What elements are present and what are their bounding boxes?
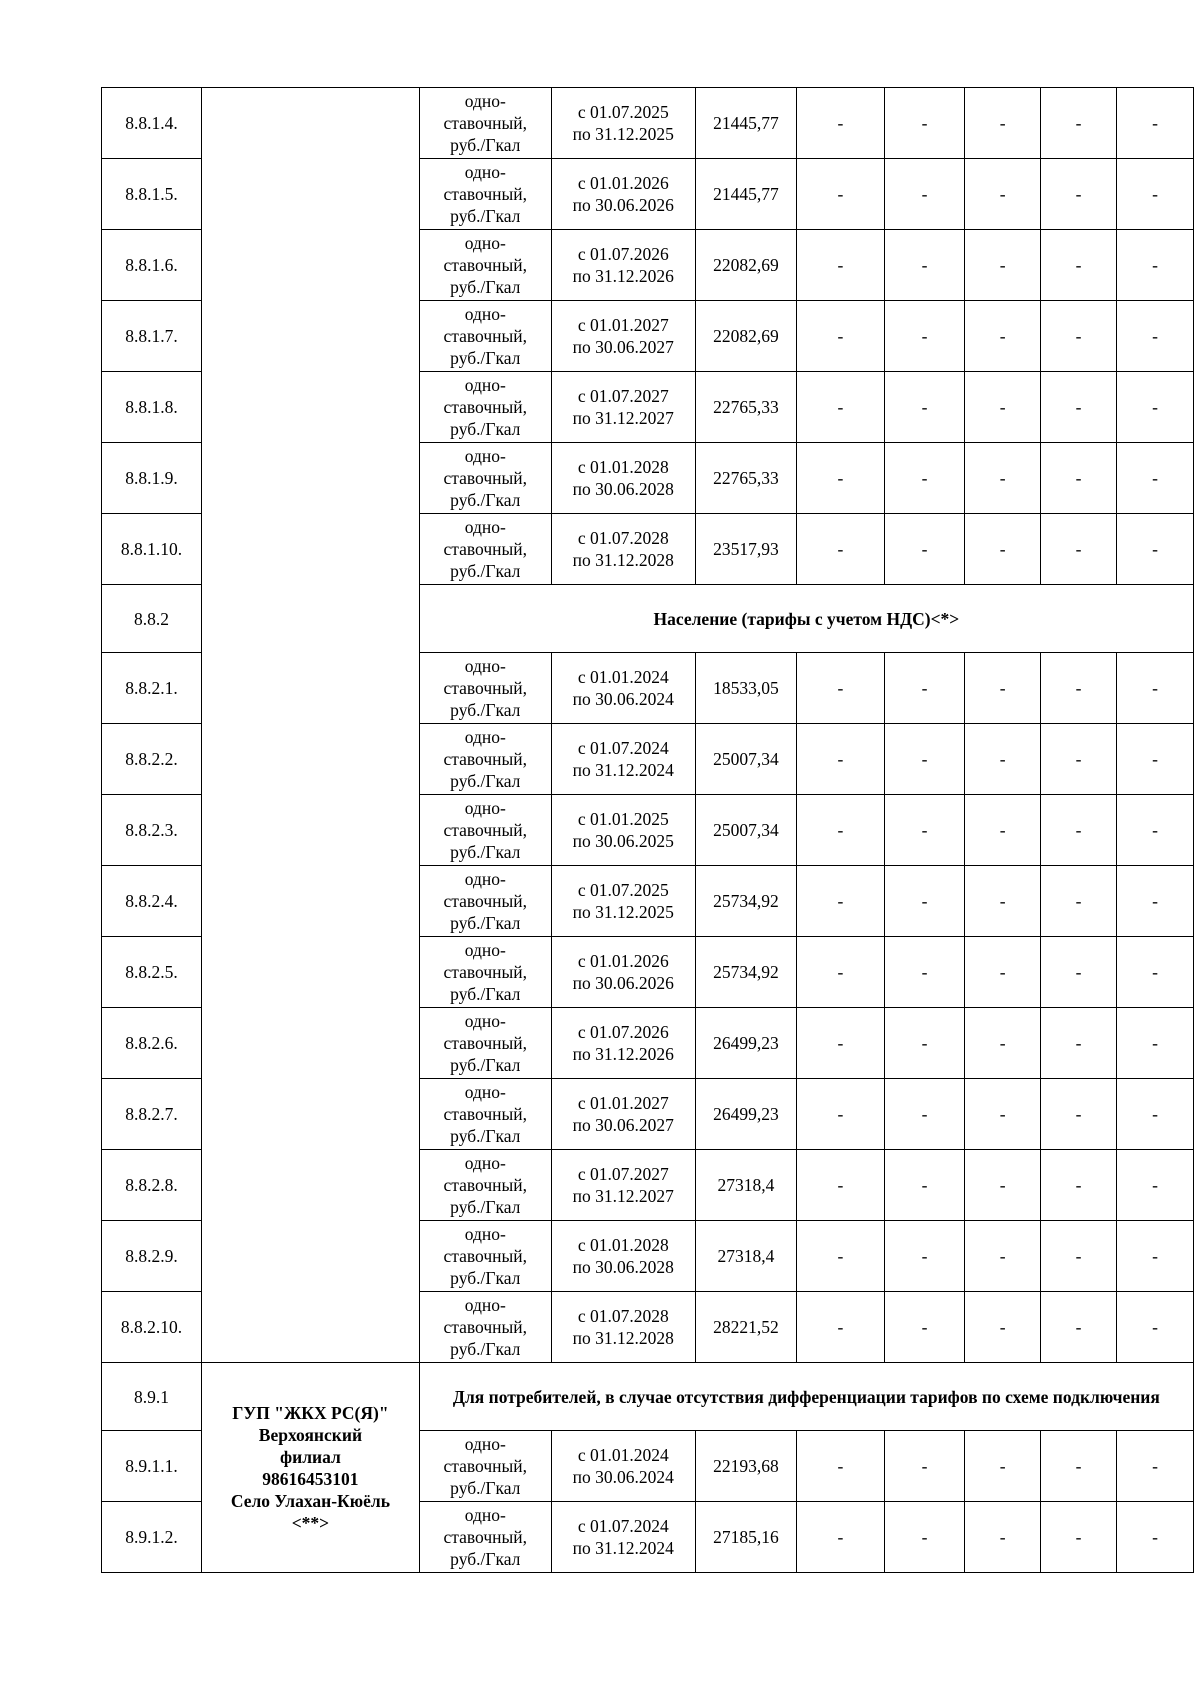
empty-value-cell: -: [965, 1292, 1041, 1363]
empty-value-cell: -: [965, 1150, 1041, 1221]
row-number: 8.8.2.4.: [102, 866, 202, 937]
empty-value-cell: -: [965, 1431, 1041, 1502]
section-header-row: [102, 1363, 1194, 1431]
empty-value-cell: -: [965, 653, 1041, 724]
tariff-period: [551, 230, 695, 301]
empty-value-cell: -: [884, 937, 964, 1008]
row-number: 8.8.1.10.: [102, 514, 202, 585]
tariff-period-line: по 31.12.2024: [572, 1538, 674, 1558]
tariff-type: [419, 1079, 551, 1150]
empty-value-cell: -: [796, 230, 884, 301]
tariff-type-line: ставочный,: [443, 326, 528, 346]
tariff-type: [419, 372, 551, 443]
tariff-type-line: одно-: [464, 656, 506, 676]
tariff-period: [551, 1221, 695, 1292]
tariff-type-line: одно-: [464, 1082, 506, 1102]
tariff-type-line: руб./Гкал: [450, 206, 521, 226]
tariff-type-line: руб./Гкал: [450, 1339, 521, 1359]
section-title: Население (тарифы с учетом НДС)<*>: [419, 585, 1193, 653]
tariff-period-line: с 01.07.2028: [577, 1306, 669, 1326]
empty-value-cell: -: [1116, 443, 1193, 514]
empty-value-cell: -: [965, 514, 1041, 585]
row-number: 8.8.1.4.: [102, 88, 202, 159]
empty-value-cell: -: [965, 443, 1041, 514]
tariff-period: [551, 1431, 695, 1502]
tariff-type-line: ставочный,: [443, 255, 528, 275]
empty-value-cell: -: [1116, 372, 1193, 443]
tariff-type: [419, 1502, 551, 1573]
empty-value-cell: -: [1041, 1150, 1117, 1221]
empty-value-cell: -: [1116, 724, 1193, 795]
tariff-type-line: руб./Гкал: [450, 1549, 521, 1569]
empty-value-cell: -: [884, 159, 964, 230]
tariff-type-line: руб./Гкал: [450, 1268, 521, 1288]
tariff-type: [419, 159, 551, 230]
tariff-period: [551, 301, 695, 372]
empty-value-cell: -: [1041, 795, 1117, 866]
tariff-type-line: одно-: [464, 1011, 506, 1031]
tariff-period-line: по 30.06.2027: [572, 337, 674, 357]
empty-value-cell: -: [1041, 301, 1117, 372]
tariff-type-line: руб./Гкал: [450, 984, 521, 1004]
tariff-period: [551, 724, 695, 795]
tariff-type-line: руб./Гкал: [450, 277, 521, 297]
empty-value-cell: -: [1041, 1079, 1117, 1150]
tariff-period-line: по 31.12.2025: [572, 124, 674, 144]
tariff-type-line: ставочный,: [443, 1033, 528, 1053]
tariff-type-line: ставочный,: [443, 539, 528, 559]
section-number: 8.9.1: [102, 1363, 202, 1431]
empty-value-cell: -: [1116, 88, 1193, 159]
organization-line: Верхоянский: [258, 1424, 363, 1445]
tariff-period-line: с 01.07.2028: [577, 528, 669, 548]
row-number: 8.8.2.5.: [102, 937, 202, 1008]
empty-value-cell: -: [1041, 724, 1117, 795]
tariff-value: 22765,33: [695, 372, 796, 443]
empty-value-cell: -: [1041, 1502, 1117, 1573]
tariff-type-line: одно-: [464, 1295, 506, 1315]
empty-value-cell: -: [1041, 230, 1117, 301]
tariff-period: [551, 795, 695, 866]
tariff-value: 25007,34: [695, 795, 796, 866]
tariff-period: [551, 1292, 695, 1363]
tariff-type-line: руб./Гкал: [450, 135, 521, 155]
empty-value-cell: -: [796, 443, 884, 514]
empty-value-cell: -: [796, 88, 884, 159]
empty-value-cell: -: [1041, 1008, 1117, 1079]
tariff-period-line: по 30.06.2026: [572, 195, 674, 215]
tariff-type: [419, 1150, 551, 1221]
empty-value-cell: -: [796, 866, 884, 937]
section-title: Для потребителей, в случае отсутствия дифференциации тарифов по схеме подключения: [419, 1363, 1193, 1431]
tariff-value: 27318,4: [695, 1221, 796, 1292]
tariff-type-line: руб./Гкал: [450, 1126, 521, 1146]
tariff-period-line: по 30.06.2026: [572, 973, 674, 993]
tariff-period: [551, 1150, 695, 1221]
empty-value-cell: -: [1116, 653, 1193, 724]
empty-value-cell: -: [1116, 230, 1193, 301]
tariff-table: [101, 87, 1194, 1573]
tariff-period-line: по 31.12.2026: [572, 1044, 674, 1064]
organization-line: <**>: [291, 1512, 330, 1533]
tariff-type-line: одно-: [464, 162, 506, 182]
row-number: 8.8.1.9.: [102, 443, 202, 514]
empty-value-cell: -: [965, 88, 1041, 159]
organization-line: ГУП "ЖКХ РС(Я)": [232, 1402, 389, 1423]
tariff-type: [419, 1431, 551, 1502]
empty-value-cell: -: [796, 1221, 884, 1292]
row-number: 8.8.2.7.: [102, 1079, 202, 1150]
tariff-type-line: руб./Гкал: [450, 1197, 521, 1217]
empty-value-cell: -: [1116, 1502, 1193, 1573]
empty-value-cell: -: [965, 724, 1041, 795]
empty-value-cell: -: [1116, 866, 1193, 937]
empty-value-cell: -: [965, 1502, 1041, 1573]
row-number: 8.8.2.9.: [102, 1221, 202, 1292]
tariff-period-line: по 31.12.2027: [572, 1186, 674, 1206]
empty-value-cell: -: [884, 230, 964, 301]
tariff-period-line: с 01.01.2028: [577, 1235, 669, 1255]
tariff-type: [419, 1221, 551, 1292]
tariff-period-line: с 01.07.2026: [577, 1022, 669, 1042]
empty-value-cell: -: [884, 1150, 964, 1221]
organization-line: филиал: [280, 1446, 341, 1467]
organization-cell: [202, 1363, 420, 1573]
tariff-period-line: с 01.01.2027: [577, 1093, 669, 1113]
tariff-type-line: руб./Гкал: [450, 348, 521, 368]
tariff-type-line: одно-: [464, 233, 506, 253]
row-number: 8.8.2.8.: [102, 1150, 202, 1221]
tariff-type-line: ставочный,: [443, 678, 528, 698]
tariff-period-line: с 01.01.2026: [577, 951, 669, 971]
tariff-period: [551, 88, 695, 159]
empty-value-cell: -: [1116, 301, 1193, 372]
tariff-type-line: руб./Гкал: [450, 561, 521, 581]
tariff-period: [551, 937, 695, 1008]
empty-value-cell: -: [965, 372, 1041, 443]
empty-value-cell: -: [965, 1221, 1041, 1292]
row-number: 8.8.2.3.: [102, 795, 202, 866]
row-number: 8.8.1.6.: [102, 230, 202, 301]
empty-value-cell: -: [796, 1502, 884, 1573]
tariff-period-line: по 31.12.2027: [572, 408, 674, 428]
empty-value-cell: -: [884, 1079, 964, 1150]
tariff-period-line: с 01.01.2024: [577, 667, 669, 687]
empty-value-cell: -: [884, 1008, 964, 1079]
tariff-value: 28221,52: [695, 1292, 796, 1363]
empty-value-cell: -: [1116, 1221, 1193, 1292]
empty-value-cell: -: [965, 230, 1041, 301]
tariff-type-line: руб./Гкал: [450, 1478, 521, 1498]
row-number: 8.9.1.2.: [102, 1502, 202, 1573]
tariff-type: [419, 514, 551, 585]
empty-value-cell: -: [1041, 1292, 1117, 1363]
tariff-type-line: одно-: [464, 1224, 506, 1244]
organization-cell: [202, 88, 420, 1363]
tariff-type: [419, 230, 551, 301]
row-number: 8.8.2.6.: [102, 1008, 202, 1079]
tariff-period: [551, 514, 695, 585]
empty-value-cell: -: [796, 653, 884, 724]
tariff-value: 22765,33: [695, 443, 796, 514]
tariff-period-line: с 01.07.2024: [577, 738, 669, 758]
empty-value-cell: -: [1041, 372, 1117, 443]
tariff-type-line: одно-: [464, 798, 506, 818]
tariff-period-line: по 30.06.2025: [572, 831, 674, 851]
tariff-period-line: с 01.07.2025: [577, 102, 669, 122]
tariff-period: [551, 1502, 695, 1573]
empty-value-cell: -: [796, 1079, 884, 1150]
empty-value-cell: -: [965, 1079, 1041, 1150]
tariff-type-line: одно-: [464, 446, 506, 466]
empty-value-cell: -: [965, 866, 1041, 937]
tariff-period-line: с 01.07.2026: [577, 244, 669, 264]
tariff-type-line: руб./Гкал: [450, 842, 521, 862]
tariff-period: [551, 443, 695, 514]
empty-value-cell: -: [884, 1431, 964, 1502]
tariff-period-line: по 31.12.2024: [572, 760, 674, 780]
tariff-period-line: по 30.06.2024: [572, 689, 674, 709]
empty-value-cell: -: [1116, 514, 1193, 585]
tariff-period: [551, 372, 695, 443]
empty-value-cell: -: [1116, 159, 1193, 230]
tariff-type-line: ставочный,: [443, 397, 528, 417]
tariff-type: [419, 301, 551, 372]
tariff-type-line: руб./Гкал: [450, 913, 521, 933]
empty-value-cell: -: [965, 301, 1041, 372]
tariff-type-line: ставочный,: [443, 749, 528, 769]
empty-value-cell: -: [796, 1150, 884, 1221]
tariff-type: [419, 443, 551, 514]
tariff-period-line: по 30.06.2027: [572, 1115, 674, 1135]
tariff-type: [419, 795, 551, 866]
tariff-period-line: по 31.12.2026: [572, 266, 674, 286]
empty-value-cell: -: [1116, 1431, 1193, 1502]
tariff-type-line: одно-: [464, 1505, 506, 1525]
empty-value-cell: -: [1041, 159, 1117, 230]
tariff-period-line: с 01.01.2028: [577, 457, 669, 477]
empty-value-cell: -: [796, 937, 884, 1008]
tariff-type-line: руб./Гкал: [450, 700, 521, 720]
empty-value-cell: -: [1041, 1221, 1117, 1292]
tariff-type-line: одно-: [464, 727, 506, 747]
empty-value-cell: -: [884, 443, 964, 514]
tariff-type-line: ставочный,: [443, 1104, 528, 1124]
row-number: 8.9.1.1.: [102, 1431, 202, 1502]
empty-value-cell: -: [884, 724, 964, 795]
empty-value-cell: -: [1041, 653, 1117, 724]
tariff-type: [419, 937, 551, 1008]
tariff-type-line: ставочный,: [443, 891, 528, 911]
tariff-value: 22082,69: [695, 301, 796, 372]
tariff-value: 25007,34: [695, 724, 796, 795]
organization-line: 98616453101: [262, 1468, 359, 1489]
empty-value-cell: -: [884, 1292, 964, 1363]
empty-value-cell: -: [796, 1008, 884, 1079]
tariff-period-line: с 01.01.2027: [577, 315, 669, 335]
tariff-type-line: одно-: [464, 1153, 506, 1173]
empty-value-cell: -: [884, 1502, 964, 1573]
organization-line: Село Улахан-Кюёль: [230, 1490, 390, 1511]
tariff-type: [419, 724, 551, 795]
empty-value-cell: -: [965, 1008, 1041, 1079]
empty-value-cell: -: [1116, 937, 1193, 1008]
empty-value-cell: -: [1116, 1008, 1193, 1079]
tariff-period-line: по 30.06.2024: [572, 1467, 674, 1487]
tariff-type-line: ставочный,: [443, 1456, 528, 1476]
tariff-type-line: руб./Гкал: [450, 490, 521, 510]
tariff-type-line: руб./Гкал: [450, 1055, 521, 1075]
tariff-value: 26499,23: [695, 1008, 796, 1079]
row-number: 8.8.2.2.: [102, 724, 202, 795]
empty-value-cell: -: [884, 514, 964, 585]
row-number: 8.8.2.1.: [102, 653, 202, 724]
tariff-period-line: по 30.06.2028: [572, 479, 674, 499]
tariff-value: 23517,93: [695, 514, 796, 585]
tariff-type: [419, 653, 551, 724]
tariff-period: [551, 866, 695, 937]
empty-value-cell: -: [796, 301, 884, 372]
tariff-type-line: одно-: [464, 940, 506, 960]
tariff-type-line: ставочный,: [443, 1175, 528, 1195]
document-page: [101, 87, 1194, 1573]
tariff-value: 18533,05: [695, 653, 796, 724]
empty-value-cell: -: [796, 372, 884, 443]
empty-value-cell: -: [884, 1221, 964, 1292]
empty-value-cell: -: [796, 724, 884, 795]
empty-value-cell: -: [796, 514, 884, 585]
empty-value-cell: -: [965, 795, 1041, 866]
empty-value-cell: -: [1041, 937, 1117, 1008]
empty-value-cell: -: [1116, 1150, 1193, 1221]
tariff-period-line: с 01.07.2025: [577, 880, 669, 900]
empty-value-cell: -: [1041, 866, 1117, 937]
empty-value-cell: -: [884, 372, 964, 443]
empty-value-cell: -: [796, 159, 884, 230]
empty-value-cell: -: [796, 1431, 884, 1502]
tariff-value: 27185,16: [695, 1502, 796, 1573]
tariff-value: 25734,92: [695, 937, 796, 1008]
tariff-period-line: с 01.01.2026: [577, 173, 669, 193]
empty-value-cell: -: [1116, 795, 1193, 866]
empty-value-cell: -: [884, 301, 964, 372]
tariff-type-line: ставочный,: [443, 113, 528, 133]
tariff-value: 21445,77: [695, 88, 796, 159]
row-number: 8.8.1.8.: [102, 372, 202, 443]
tariff-type-line: ставочный,: [443, 1246, 528, 1266]
tariff-period: [551, 159, 695, 230]
tariff-type-line: ставочный,: [443, 1317, 528, 1337]
empty-value-cell: -: [1041, 88, 1117, 159]
empty-value-cell: -: [796, 795, 884, 866]
tariff-type: [419, 1008, 551, 1079]
tariff-value: 25734,92: [695, 866, 796, 937]
section-number: 8.8.2: [102, 585, 202, 653]
tariff-type-line: одно-: [464, 91, 506, 111]
tariff-type-line: ставочный,: [443, 184, 528, 204]
tariff-type-line: одно-: [464, 869, 506, 889]
tariff-period-line: с 01.07.2027: [577, 386, 669, 406]
tariff-type-line: ставочный,: [443, 820, 528, 840]
empty-value-cell: -: [796, 1292, 884, 1363]
tariff-period-line: с 01.07.2024: [577, 1516, 669, 1536]
tariff-type: [419, 866, 551, 937]
tariff-value: 21445,77: [695, 159, 796, 230]
empty-value-cell: -: [1041, 1431, 1117, 1502]
tariff-type-line: руб./Гкал: [450, 419, 521, 439]
tariff-period-line: с 01.01.2025: [577, 809, 669, 829]
tariff-period-line: по 31.12.2028: [572, 550, 674, 570]
tariff-period-line: по 31.12.2025: [572, 902, 674, 922]
tariff-value: 27318,4: [695, 1150, 796, 1221]
tariff-period-line: по 30.06.2028: [572, 1257, 674, 1277]
tariff-value: 22193,68: [695, 1431, 796, 1502]
empty-value-cell: -: [965, 159, 1041, 230]
tariff-period-line: с 01.07.2027: [577, 1164, 669, 1184]
tariff-type-line: ставочный,: [443, 468, 528, 488]
tariff-period-line: с 01.01.2024: [577, 1445, 669, 1465]
empty-value-cell: -: [884, 88, 964, 159]
row-number: 8.8.1.5.: [102, 159, 202, 230]
tariff-type-line: руб./Гкал: [450, 771, 521, 791]
empty-value-cell: -: [884, 653, 964, 724]
tariff-type-line: одно-: [464, 1434, 506, 1454]
tariff-period: [551, 1008, 695, 1079]
tariff-period: [551, 653, 695, 724]
empty-value-cell: -: [1041, 514, 1117, 585]
tariff-table-body: [102, 88, 1194, 1573]
empty-value-cell: -: [884, 866, 964, 937]
tariff-type-line: ставочный,: [443, 962, 528, 982]
tariff-value: 26499,23: [695, 1079, 796, 1150]
tariff-period-line: по 31.12.2028: [572, 1328, 674, 1348]
tariff-type-line: одно-: [464, 375, 506, 395]
empty-value-cell: -: [1116, 1079, 1193, 1150]
tariff-type: [419, 1292, 551, 1363]
tariff-type-line: ставочный,: [443, 1527, 528, 1547]
tariff-period: [551, 1079, 695, 1150]
row-number: 8.8.1.7.: [102, 301, 202, 372]
empty-value-cell: -: [1116, 1292, 1193, 1363]
tariff-type-line: одно-: [464, 517, 506, 537]
tariff-value: 22082,69: [695, 230, 796, 301]
tariff-type-line: одно-: [464, 304, 506, 324]
table-row: [102, 88, 1194, 159]
empty-value-cell: -: [965, 937, 1041, 1008]
empty-value-cell: -: [1041, 443, 1117, 514]
empty-value-cell: -: [884, 795, 964, 866]
row-number: 8.8.2.10.: [102, 1292, 202, 1363]
tariff-type: [419, 88, 551, 159]
